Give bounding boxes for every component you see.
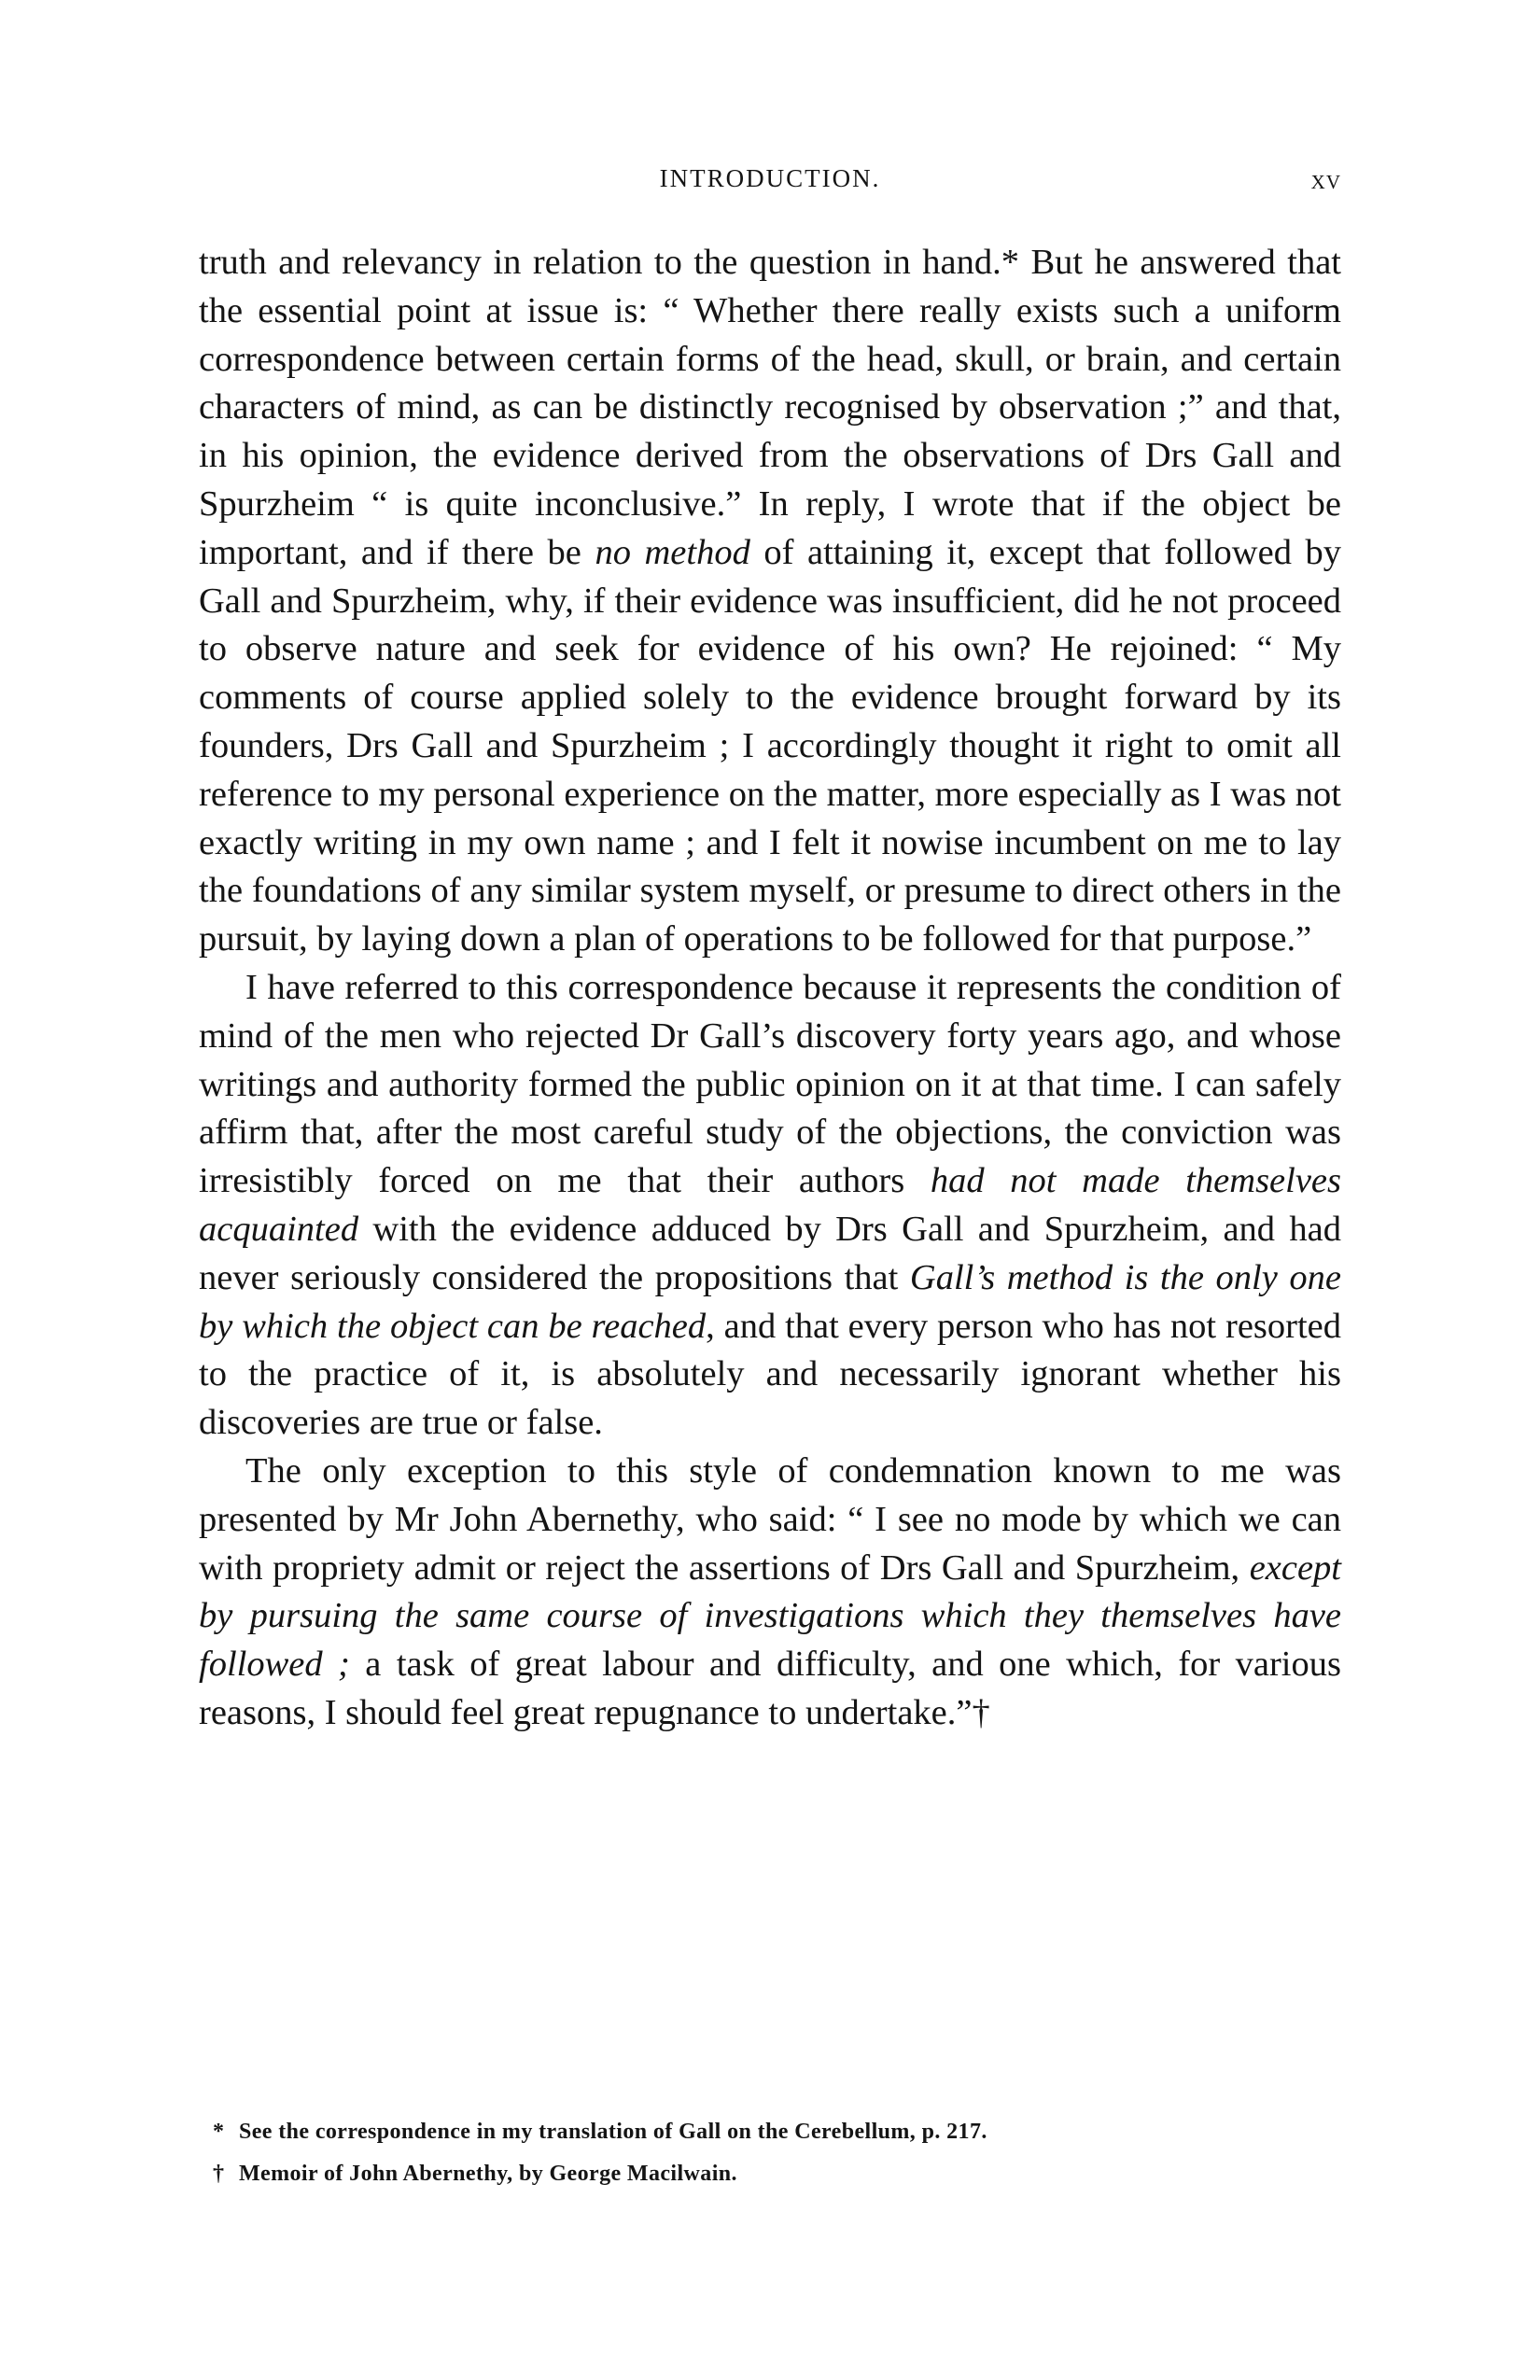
text-segment: a task of great labour and difficulty, and one which, for various reasons, I should feel great repugnance to undertake.”† — [199, 1645, 1341, 1732]
running-title: INTRODUCTION. — [659, 164, 881, 192]
italic-segment: no method — [595, 532, 750, 572]
paragraph-2 — [199, 964, 1341, 1448]
text-segment: I have referred to this correspondence because it represents the condition of mind of the men who rejected Dr Gall’s discovery forty years ago, and whose writings and authority formed the public opinion on it at that time. I can safely affirm that, after the most careful study of the objections, the conviction was irresistibly forced on me that their authors — [199, 967, 1341, 1201]
text-segment: The only exception to this style of condemnation known to me was presented by Mr John Abernethy, who said: “ I see no mode by which we can with propriety admit or reject the assertions of Drs Gall and Spurzheim, — [199, 1450, 1341, 1588]
running-head — [199, 164, 1341, 202]
text-segment: with the evidence adduced by Drs Gall and Spurzheim, and had never seriously considered the propositions that — [199, 1209, 1341, 1297]
footnote-text: See the correspondence in my translation of Gall on the Cerebellum, p. 217. — [239, 2120, 987, 2144]
page-number: xv — [1310, 164, 1341, 195]
italic-segment: had not made themselves acquainted — [199, 1161, 1341, 1249]
italic-segment: except by pursuing the same course of investigations which they themselves have followed ; — [199, 1547, 1341, 1685]
paragraph-1 — [199, 239, 1341, 964]
body-text — [199, 239, 1341, 1738]
text-segment: , and that every person who has not resorted to the practice of it, is absolutely and necessarily ignorant whether his discoveries are true or false. — [199, 1306, 1341, 1443]
footnote-marker: * — [213, 2120, 225, 2144]
footnotes — [213, 2111, 1342, 2195]
text-segment: of attaining it, except that followed by Gall and Spurzheim, why, if their evidence was insufficient, did he not proceed to observe nature and seek for evidence of his own? He rejoined: “ My comments of course applied solely to the evidence brought forward by its founders, Drs Gall and Spurzheim ; I accordingly thought it right to omit all reference to my personal experience on the matter, more especially as I was not exactly writing in my own name ; and I felt it nowise incumbent on me to lay the foundations of any similar system myself, or presume to direct others in the pursuit, by laying down a plan of operations to be followed for that purpose.” — [199, 532, 1341, 959]
footnote-text: Memoir of John Abernethy, by George Macilwain. — [239, 2162, 737, 2186]
italic-segment: Gall’s method is the only one by which the object can be reached — [199, 1257, 1341, 1346]
footnote-1 — [213, 2111, 1342, 2153]
paragraph-3 — [199, 1448, 1341, 1738]
footnote-2 — [213, 2153, 1342, 2195]
text-segment: truth and relevancy in relation to the question in hand.* But he answered that the essential point at issue is: “ Whether there really exists such a uniform correspondence between certain forms of the head, skull, or brain, and certain characters of mind, as can be distinctly recognised by observation ;” and that, in his opinion, the evidence derived from the observations of Drs Gall and Spurzheim “ is quite inconclusive.” In reply, I wrote that if the object be important, and if there be — [199, 243, 1341, 572]
footnote-marker: † — [213, 2162, 225, 2186]
